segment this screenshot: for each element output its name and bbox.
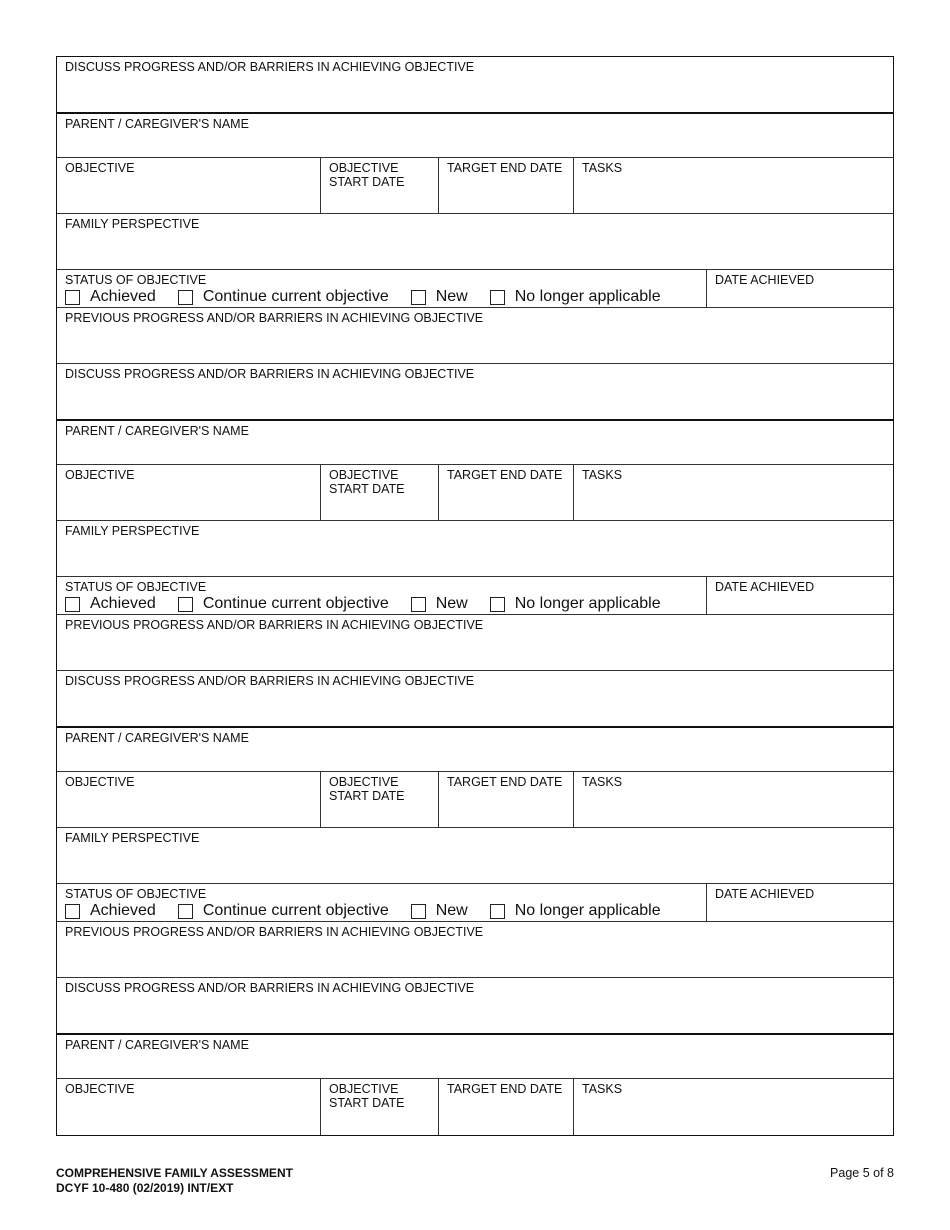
option-achieved	[65, 903, 156, 919]
option-achieved	[65, 289, 156, 305]
date-achieved-label: DATE ACHIEVED	[715, 887, 815, 901]
family-perspective-field[interactable]	[57, 828, 893, 883]
family-perspective-row	[57, 214, 893, 270]
parent-name-row	[57, 1035, 893, 1079]
discuss-progress-field[interactable]	[57, 978, 893, 1033]
objective-start-date-field[interactable]	[320, 158, 438, 213]
objective-field[interactable]	[57, 772, 320, 827]
tasks-label: TASKS	[582, 161, 623, 175]
new-label: New	[435, 595, 468, 612]
family-perspective-label: FAMILY PERSPECTIVE	[65, 831, 200, 845]
parent-name-field[interactable]	[57, 421, 893, 464]
achieved-label: Achieved	[90, 902, 156, 919]
date-achieved-field[interactable]	[706, 270, 893, 307]
discuss-progress-field[interactable]	[57, 57, 893, 112]
family-perspective-field[interactable]	[57, 521, 893, 576]
achieved-label: Achieved	[90, 595, 156, 612]
status-options	[65, 289, 698, 305]
previous-progress-field[interactable]	[57, 615, 893, 670]
discuss-progress-row	[57, 978, 893, 1035]
objective-start-date-label: OBJECTIVE START DATE	[329, 468, 405, 496]
parent-name-label: PARENT / CAREGIVER'S NAME	[65, 1038, 249, 1052]
status-of-objective-cell	[57, 270, 706, 307]
target-end-date-label: TARGET END DATE	[447, 1082, 563, 1096]
continue-label: Continue current objective	[202, 902, 389, 919]
discuss-progress-label: DISCUSS PROGRESS AND/OR BARRIERS IN ACHIEVING OBJECTIVE	[65, 367, 475, 381]
parent-name-field[interactable]	[57, 1035, 893, 1078]
no-longer-applicable-label: No longer applicable	[514, 902, 661, 919]
no-longer-applicable-checkbox[interactable]	[490, 597, 505, 612]
target-end-date-label: TARGET END DATE	[447, 161, 563, 175]
tasks-field[interactable]	[573, 158, 893, 213]
status-row	[57, 577, 893, 615]
family-perspective-field[interactable]	[57, 214, 893, 269]
continue-label: Continue current objective	[202, 288, 389, 305]
date-achieved-label: DATE ACHIEVED	[715, 273, 815, 287]
target-end-date-label: TARGET END DATE	[447, 775, 563, 789]
tasks-label: TASKS	[582, 775, 623, 789]
objectives-form	[56, 56, 894, 1136]
discuss-progress-label: DISCUSS PROGRESS AND/OR BARRIERS IN ACHIEVING OBJECTIVE	[65, 674, 475, 688]
discuss-progress-row	[57, 671, 893, 728]
date-achieved-label: DATE ACHIEVED	[715, 580, 815, 594]
no-longer-applicable-checkbox[interactable]	[490, 904, 505, 919]
form-footer-id	[56, 1166, 293, 1196]
previous-progress-row	[57, 308, 893, 364]
option-new	[411, 289, 468, 305]
status-options	[65, 903, 698, 919]
achieved-checkbox[interactable]	[65, 290, 80, 305]
option-continue	[178, 289, 389, 305]
objective-row	[57, 465, 893, 521]
previous-progress-label: PREVIOUS PROGRESS AND/OR BARRIERS IN ACHIEVING OBJECTIVE	[65, 618, 484, 632]
discuss-progress-label: DISCUSS PROGRESS AND/OR BARRIERS IN ACHIEVING OBJECTIVE	[65, 981, 475, 995]
status-of-objective-label: STATUS OF OBJECTIVE	[65, 580, 207, 594]
objective-start-date-label: OBJECTIVE START DATE	[329, 1082, 405, 1110]
objective-start-date-field[interactable]	[320, 1079, 438, 1135]
tasks-field[interactable]	[573, 772, 893, 827]
objective-field[interactable]	[57, 465, 320, 520]
family-perspective-label: FAMILY PERSPECTIVE	[65, 217, 200, 231]
status-of-objective-cell	[57, 884, 706, 921]
previous-progress-row	[57, 922, 893, 978]
parent-name-row	[57, 114, 893, 158]
objective-label: OBJECTIVE	[65, 468, 135, 482]
objective-start-date-field[interactable]	[320, 772, 438, 827]
status-of-objective-label: STATUS OF OBJECTIVE	[65, 273, 207, 287]
tasks-field[interactable]	[573, 1079, 893, 1135]
objective-start-date-field[interactable]	[320, 465, 438, 520]
continue-checkbox[interactable]	[178, 290, 193, 305]
option-new	[411, 596, 468, 612]
target-end-date-label: TARGET END DATE	[447, 468, 563, 482]
no-longer-applicable-label: No longer applicable	[514, 288, 661, 305]
parent-name-label: PARENT / CAREGIVER'S NAME	[65, 731, 249, 745]
parent-name-label: PARENT / CAREGIVER'S NAME	[65, 117, 249, 131]
tasks-field[interactable]	[573, 465, 893, 520]
new-label: New	[435, 902, 468, 919]
objective-start-date-label: OBJECTIVE START DATE	[329, 775, 405, 803]
previous-progress-row	[57, 615, 893, 671]
continue-checkbox[interactable]	[178, 597, 193, 612]
achieved-checkbox[interactable]	[65, 904, 80, 919]
new-checkbox[interactable]	[411, 904, 426, 919]
option-achieved	[65, 596, 156, 612]
discuss-progress-row	[57, 364, 893, 421]
achieved-label: Achieved	[90, 288, 156, 305]
previous-progress-field[interactable]	[57, 308, 893, 363]
target-end-date-field[interactable]	[438, 465, 573, 520]
objective-field[interactable]	[57, 1079, 320, 1135]
family-perspective-row	[57, 521, 893, 577]
discuss-progress-label: DISCUSS PROGRESS AND/OR BARRIERS IN ACHIEVING OBJECTIVE	[65, 60, 475, 74]
parent-name-label: PARENT / CAREGIVER'S NAME	[65, 424, 249, 438]
option-no-longer	[490, 596, 661, 612]
form-number: DCYF 10-480 (02/2019) INT/EXT	[56, 1181, 234, 1195]
option-new	[411, 903, 468, 919]
continue-label: Continue current objective	[202, 595, 389, 612]
objective-label: OBJECTIVE	[65, 1082, 135, 1096]
discuss-progress-field[interactable]	[57, 364, 893, 419]
parent-name-row	[57, 421, 893, 465]
tasks-label: TASKS	[582, 468, 623, 482]
discuss-progress-row	[57, 57, 893, 114]
objective-start-date-label: OBJECTIVE START DATE	[329, 161, 405, 189]
status-of-objective-label: STATUS OF OBJECTIVE	[65, 887, 207, 901]
date-achieved-field[interactable]	[706, 577, 893, 614]
target-end-date-field[interactable]	[438, 772, 573, 827]
objective-row	[57, 1079, 893, 1135]
previous-progress-label: PREVIOUS PROGRESS AND/OR BARRIERS IN ACHIEVING OBJECTIVE	[65, 311, 484, 325]
target-end-date-field[interactable]	[438, 158, 573, 213]
parent-name-row	[57, 728, 893, 772]
objective-row	[57, 772, 893, 828]
date-achieved-field[interactable]	[706, 884, 893, 921]
objective-label: OBJECTIVE	[65, 161, 135, 175]
no-longer-applicable-label: No longer applicable	[514, 595, 661, 612]
form-title: COMPREHENSIVE FAMILY ASSESSMENT	[56, 1166, 293, 1180]
objective-row	[57, 158, 893, 214]
parent-name-field[interactable]	[57, 728, 893, 771]
parent-name-field[interactable]	[57, 114, 893, 157]
page-number: Page 5 of 8	[830, 1166, 894, 1180]
family-perspective-row	[57, 828, 893, 884]
family-perspective-label: FAMILY PERSPECTIVE	[65, 524, 200, 538]
new-checkbox[interactable]	[411, 290, 426, 305]
status-options	[65, 596, 698, 612]
option-continue	[178, 903, 389, 919]
discuss-progress-field[interactable]	[57, 671, 893, 726]
previous-progress-label: PREVIOUS PROGRESS AND/OR BARRIERS IN ACHIEVING OBJECTIVE	[65, 925, 484, 939]
new-label: New	[435, 288, 468, 305]
continue-checkbox[interactable]	[178, 904, 193, 919]
option-continue	[178, 596, 389, 612]
achieved-checkbox[interactable]	[65, 597, 80, 612]
objective-field[interactable]	[57, 158, 320, 213]
option-no-longer	[490, 289, 661, 305]
tasks-label: TASKS	[582, 1082, 623, 1096]
previous-progress-field[interactable]	[57, 922, 893, 977]
status-row	[57, 270, 893, 308]
objective-label: OBJECTIVE	[65, 775, 135, 789]
target-end-date-field[interactable]	[438, 1079, 573, 1135]
no-longer-applicable-checkbox[interactable]	[490, 290, 505, 305]
status-row	[57, 884, 893, 922]
status-of-objective-cell	[57, 577, 706, 614]
new-checkbox[interactable]	[411, 597, 426, 612]
option-no-longer	[490, 903, 661, 919]
